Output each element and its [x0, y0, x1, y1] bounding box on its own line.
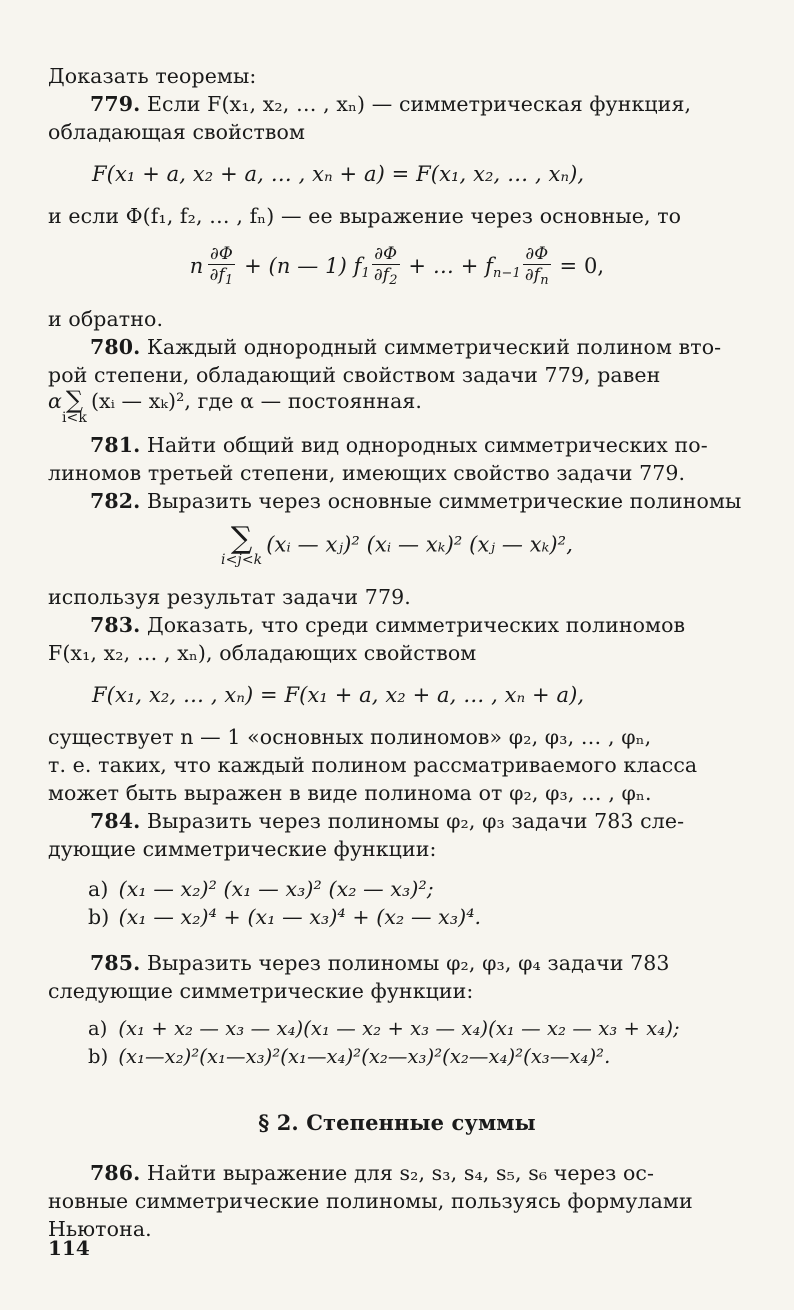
problem-779-line1: 779. Если F(x₁, x₂, … , xₙ) — симметрическая функция,: [90, 92, 692, 116]
problem-779-number: 779.: [90, 92, 141, 116]
problem-784-line1: 784. Выразить через полиномы φ₂, φ₃ задачи 783 сле-: [90, 809, 685, 833]
page-body: [48, 62, 746, 1243]
problem-780-line3: α ∑ i<k (xᵢ — xₖ)², где α — постоянная.: [48, 386, 423, 426]
problem-779-line3: и если Φ(f₁, f₂, … , fₙ) — ее выражение через основные, то: [48, 204, 682, 228]
intro-text: Доказать теоремы:: [48, 64, 257, 88]
problem-784-items: [88, 875, 746, 931]
problem-783-formula: F(x₁, x₂, … , xₙ) = F(x₁ + a, x₂ + a, … , xₙ + a),: [92, 683, 585, 707]
problem-783-line4: т. е. таких, что каждый полином рассматриваемого класса: [48, 753, 698, 777]
problem-783-line3: существует n — 1 «основных полиномов» φ₂, φ₃, … , φₙ,: [48, 725, 652, 749]
problem-785-items: [88, 1015, 746, 1071]
problem-786-line1: 786. Найти выражение для s₂, s₃, s₄, s₅, s₆ через ос-: [90, 1161, 655, 1185]
problem-782-line1: 782. Выразить через основные симметрические полиномы: [90, 489, 742, 513]
problem-784-line2: дующие симметрические функции:: [48, 837, 437, 861]
problem-779-formula: F(x₁ + a, x₂ + a, … , xₙ + a) = F(x₁, x₂, … , xₙ),: [92, 162, 585, 186]
list-item: b) (x₁ — x₂)⁴ + (x₁ — x₃)⁴ + (x₂ — x₃)⁴.: [88, 905, 482, 929]
problem-779-line2: обладающая свойством: [48, 120, 306, 144]
section-heading: § 2. Степенные суммы: [258, 1110, 536, 1135]
problem-782-line2: используя результат задачи 779.: [48, 585, 411, 609]
problem-783-line1: 783. Доказать, что среди симметрических полиномов: [90, 613, 686, 637]
problem-779-formula2: n $\frac{\partial\Phi}{\partial f_1}$ + (n — 1) $f_1$ $\frac{\partial\Phi}{\partial f_2}$ + … + $f_{n-1}$ $\frac{\partial\Phi}{\partial f_n}$ = 0,: [189, 244, 605, 288]
problem-783-line2: F(x₁, x₂, … , xₙ), обладающих свойством: [48, 641, 477, 665]
list-item: a) (x₁ — x₂)² (x₁ — x₃)² (x₂ — x₃)²;: [88, 877, 434, 901]
list-item: a) (x₁ + x₂ — x₃ — x₄)(x₁ — x₂ + x₃ — x₄)(x₁ — x₂ — x₃ + x₄);: [88, 1017, 680, 1040]
problem-781-line2: линомов третьей степени, имеющих свойство задачи 779.: [48, 461, 686, 485]
problem-783-line5: может быть выражен в виде полинома от φ₂, φ₃, … , φₙ.: [48, 781, 652, 805]
problem-780-line2: рой степени, обладающий свойством задачи 779, равен: [48, 363, 661, 387]
list-item: b) (x₁—x₂)²(x₁—x₃)²(x₁—x₄)²(x₂—x₃)²(x₂—x₄)²(x₃—x₄)².: [88, 1045, 611, 1068]
problem-779-line4: и обратно.: [48, 307, 164, 331]
problem-782-formula: ∑ i<j<k (xᵢ — xⱼ)² (xᵢ — xₖ)² (xⱼ — xₖ)²,: [221, 521, 573, 568]
problem-781-line1: 781. Найти общий вид однородных симметрических по-: [90, 433, 708, 457]
page-number: 114: [48, 1236, 90, 1260]
problem-780-line1: 780. Каждый однородный симметрический полином вто-: [90, 335, 722, 359]
problem-785-line2: следующие симметрические функции:: [48, 979, 474, 1003]
problem-786-line2: новные симметрические полиномы, пользуясь формулами: [48, 1189, 693, 1213]
problem-786-line3: Ньютона.: [48, 1217, 152, 1241]
problem-785-line1: 785. Выразить через полиномы φ₂, φ₃, φ₄ задачи 783: [90, 951, 670, 975]
